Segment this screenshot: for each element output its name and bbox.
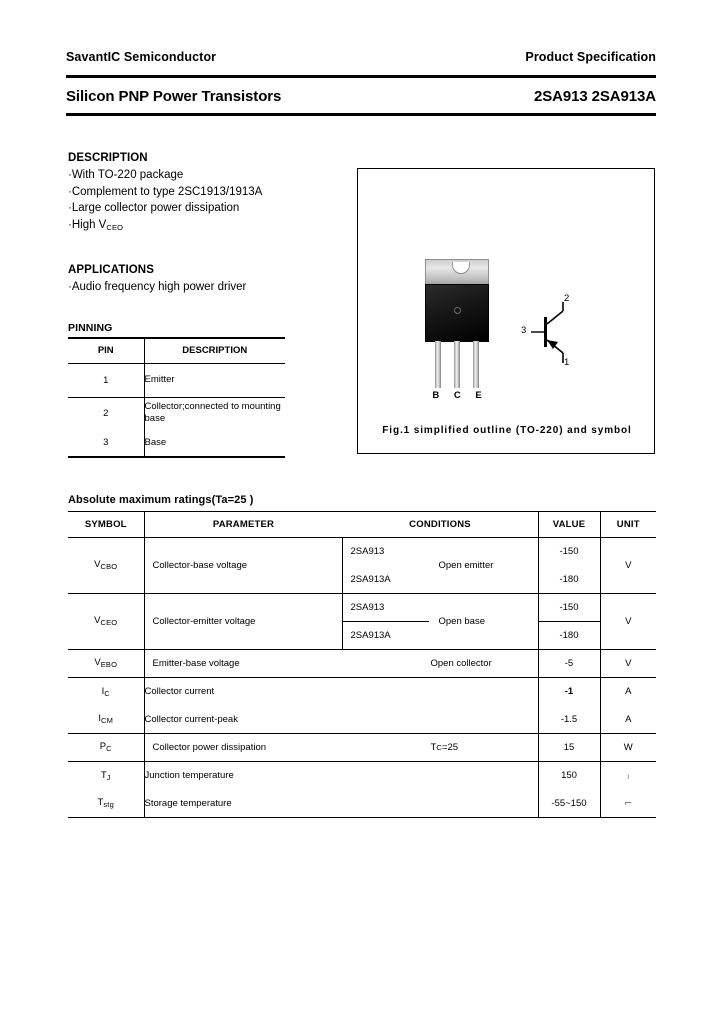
title-row	[66, 88, 656, 105]
rating-parameter: Emitter-base voltage	[152, 658, 240, 669]
rating-parameter-conditions	[144, 594, 538, 650]
symbol-base: T	[97, 797, 104, 809]
rating-value: 150	[538, 762, 600, 790]
rating-parameter: Junction temperature	[144, 762, 538, 790]
symbol-subscript: stg	[103, 800, 114, 810]
ratings-header-symbol: SYMBOL	[68, 512, 144, 538]
vceo-subscript: CEO	[106, 222, 124, 232]
rating-parameter: Storage temperature	[144, 790, 538, 818]
rating-parameter: Collector-emitter voltage	[145, 594, 343, 649]
table-row	[68, 429, 285, 457]
rating-parameter: Collector current-peak	[144, 706, 538, 734]
condition-subscript: C	[436, 743, 442, 752]
condition-tail: =25	[441, 742, 459, 753]
rating-value: -180	[559, 573, 579, 585]
rating-value: -180	[559, 630, 579, 641]
package-pin-label-c: C	[453, 390, 461, 401]
symbol-base: P	[99, 741, 107, 753]
rating-condition: Open emitter	[438, 560, 494, 571]
pin-description: Emitter	[144, 363, 285, 397]
rating-value: -150	[539, 594, 600, 622]
ratings-header-parameter-conditions	[144, 512, 538, 538]
rating-unit: V	[600, 594, 656, 650]
symbol-base: T	[100, 769, 107, 781]
pinning-label: PINNING	[68, 322, 113, 334]
table-row	[68, 650, 656, 678]
symbol-terminal-emitter: 1	[564, 357, 570, 368]
rating-unit: ⱼ	[627, 770, 630, 782]
package-lead-b	[435, 341, 441, 388]
page-title: Silicon PNP Power Transistors	[66, 88, 282, 105]
rating-parameter: Collector-base voltage	[145, 538, 343, 593]
rating-parameter: Collector power dissipation	[152, 742, 267, 753]
rating-symbol	[68, 734, 144, 762]
symbol-terminal-collector: 2	[564, 293, 570, 304]
symbol-base: I	[98, 713, 102, 725]
ratings-header-parameter: PARAMETER	[212, 519, 275, 530]
ratings-label: Absolute maximum ratings(Ta=25 )	[68, 494, 254, 506]
part-numbers: 2SA913 2SA913A	[533, 88, 656, 105]
symbol-subscript: C	[104, 688, 110, 698]
symbol-base: V	[94, 657, 101, 669]
header-rule-top	[66, 75, 656, 78]
pin-number: 3	[68, 429, 144, 457]
rating-type: 2SA913	[343, 594, 429, 622]
symbol-base: V	[94, 615, 101, 627]
pinning-header-description: DESCRIPTION	[144, 338, 285, 363]
rating-value: -1	[538, 678, 600, 706]
package-lead-e	[473, 341, 479, 388]
table-row	[68, 538, 656, 594]
table-row	[68, 678, 656, 706]
pin-number: 2	[68, 397, 144, 429]
package-lead-c	[454, 341, 460, 388]
rating-value-stack	[539, 594, 600, 649]
rating-parameter-conditions	[144, 734, 538, 762]
description-bullet: ·Complement to type 2SC1913/1913A	[68, 185, 263, 198]
symbol-subscript: C	[106, 744, 112, 754]
rating-type: 2SA913A	[350, 573, 391, 585]
rating-types	[343, 594, 429, 649]
ratings-header-conditions: CONDITIONS	[409, 519, 471, 530]
rating-value: -5	[538, 650, 600, 678]
rating-symbol	[68, 706, 144, 734]
document-type: Product Specification	[525, 50, 656, 64]
rating-value: 15	[538, 734, 600, 762]
package-metal-tab	[425, 259, 489, 287]
package-pin-label-e: E	[475, 390, 482, 401]
symbol-subscript: CEO	[100, 618, 118, 628]
description-section	[68, 152, 358, 236]
pinning-section	[68, 322, 285, 458]
ratings-header-unit: UNIT	[600, 512, 656, 538]
pnp-transistor-symbol	[523, 295, 591, 373]
pinning-table	[68, 337, 285, 458]
rating-parameter-conditions	[144, 538, 538, 594]
rating-unit: V	[600, 538, 656, 594]
package-mounting-hole	[452, 262, 470, 274]
applications-bullet: ·Audio frequency high power driver	[68, 281, 247, 293]
rating-condition: Open base	[438, 616, 485, 627]
symbol-subscript: CBO	[100, 562, 118, 572]
package-pin-labels	[425, 390, 489, 401]
table-row	[68, 397, 285, 429]
rating-values	[538, 594, 600, 650]
rating-type: 2SA913A	[350, 630, 391, 641]
rating-condition: Open collector	[430, 658, 492, 669]
symbol-subscript: EBO	[100, 660, 118, 670]
header-rule-bottom	[66, 113, 656, 116]
rating-value: -150	[559, 546, 579, 558]
rating-parameter-conditions	[144, 650, 538, 678]
table-header-row	[68, 512, 656, 538]
pin-description: Collector;connected to mounting base	[144, 401, 281, 425]
pinning-header-pin: PIN	[68, 338, 144, 363]
table-row	[68, 734, 656, 762]
vceo-text: ·High V	[68, 218, 107, 231]
description-bullet: ·Large collector power dissipation	[68, 202, 240, 215]
applications-heading: APPLICATIONS	[68, 264, 154, 276]
table-row	[68, 790, 656, 818]
rating-types	[343, 538, 429, 593]
table-row	[68, 706, 656, 734]
rating-unit: ⌐	[600, 790, 656, 818]
package-pin-label-b: B	[432, 390, 440, 401]
ratings-header-value: VALUE	[538, 512, 600, 538]
description-heading: DESCRIPTION	[68, 152, 148, 164]
pin-description: Base	[144, 429, 285, 457]
transistor-symbol-svg	[523, 295, 591, 373]
ratings-section	[68, 511, 656, 818]
rating-unit: A	[600, 706, 656, 734]
condition-base: T	[430, 742, 437, 753]
rating-condition	[343, 734, 538, 761]
rating-value: -55~150	[538, 790, 600, 818]
rating-unit: V	[600, 650, 656, 678]
rating-symbol	[68, 594, 144, 650]
description-bullet: ·With TO-220 package	[68, 169, 184, 181]
rating-value-stack	[539, 538, 600, 593]
figure-container	[357, 168, 655, 454]
package-marking	[454, 307, 461, 314]
symbol-subscript: J	[106, 772, 111, 782]
figure-caption: Fig.1 simplified outline (TO-220) and symbol	[382, 425, 632, 436]
to220-package-image	[421, 259, 493, 401]
package-plastic-body	[425, 284, 489, 342]
rating-symbol	[68, 790, 144, 818]
symbol-subscript: CM	[101, 716, 114, 726]
rating-symbol	[68, 762, 144, 790]
company-name: SavantIC Semiconductor	[66, 50, 217, 64]
rating-unit: A	[625, 686, 632, 698]
document-header	[66, 50, 656, 64]
rating-symbol	[68, 538, 144, 594]
rating-value: -1.5	[538, 706, 600, 734]
rating-symbol	[68, 678, 144, 706]
rating-values	[538, 538, 600, 594]
description-bullet-vceo	[68, 217, 358, 237]
rating-type: 2SA913	[350, 546, 385, 558]
absolute-maximum-ratings-table	[68, 511, 656, 818]
table-row	[68, 762, 656, 790]
table-header-row	[68, 338, 285, 363]
rating-unit: W	[600, 734, 656, 762]
table-row	[68, 594, 656, 650]
symbol-terminal-base: 3	[521, 325, 527, 336]
applications-section	[68, 264, 358, 296]
symbol-base: I	[101, 685, 105, 697]
symbol-base: V	[94, 559, 101, 571]
rating-parameter: Collector current	[144, 678, 538, 706]
pin-number: 1	[68, 363, 144, 397]
table-row	[68, 363, 285, 397]
rating-symbol	[68, 650, 144, 678]
